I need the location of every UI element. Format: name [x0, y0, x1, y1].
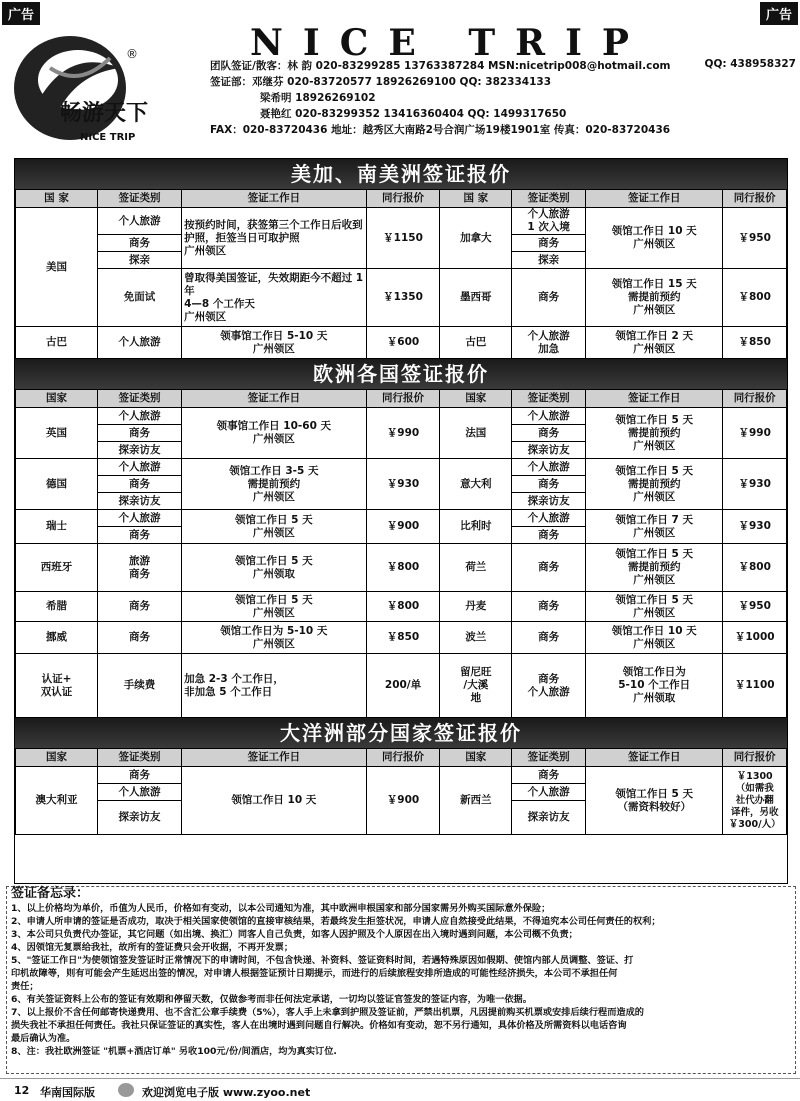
work-days: 领馆工作日 2 天 广州领区 — [586, 327, 723, 359]
visa-type: 个人旅游 — [512, 408, 586, 425]
country-cell: 留尼旺 /大溪 地 — [440, 654, 512, 718]
price: ￥1300 （如需我 社代办翻 译件，另收 ￥300/人） — [723, 767, 787, 835]
visa-type: 商务 — [98, 767, 182, 784]
work-days: 领事馆工作日 5-10 天 广州领区 — [182, 327, 367, 359]
price: ￥900 — [366, 767, 440, 835]
country-cell: 荷兰 — [440, 544, 512, 592]
work-days: 领馆工作日 15 天 需提前预约 广州领区 — [586, 269, 723, 327]
note-line: 损失我社不承担任何责任。我社只保证签证的真实性，客人在出境时遇到问题自行解决。价格如有变动，恕不另行通知，具体价格及所需资料以电话咨询 — [11, 1020, 627, 1031]
work-days: 曾取得美国签证，失效期距今不超过 1 年 4—8 个工作天 广州领区 — [182, 269, 367, 327]
col-header: 同行报价 — [723, 390, 787, 408]
work-days: 领馆工作日 3-5 天 需提前预约 广州领区 — [182, 459, 367, 510]
work-days: 领馆工作日 5 天 需提前预约 广州领区 — [586, 459, 723, 510]
visa-type: 商务 — [98, 476, 182, 493]
col-header: 国家 — [440, 749, 512, 767]
header — [4, 22, 796, 150]
table-header-row — [16, 749, 787, 767]
price: ￥1150 — [366, 208, 440, 269]
note-line: 2、申请人所申请的签证是否成功，取决于相关国家使领馆的直接审核结果，若最终发生拒签状况，申请人应自然接受此结果，不得追究本公司任何责任的权利； — [11, 916, 661, 927]
work-days: 领馆工作日为 5-10 个工作日 广州领取 — [586, 654, 723, 718]
contact-line: 聂艳红 020-83299352 13416360404 QQ: 1499317650 — [260, 108, 567, 120]
price: ￥930 — [366, 459, 440, 510]
visa-type: 个人旅游 — [512, 459, 586, 476]
col-header: 同行报价 — [366, 749, 440, 767]
work-days: 领事馆工作日 10-60 天 广州领区 — [182, 408, 367, 459]
work-days: 领馆工作日 10 天 广州领区 — [586, 208, 723, 269]
visa-type: 探亲访友 — [98, 801, 182, 835]
country-cell: 丹麦 — [440, 592, 512, 622]
note-line: 责任； — [11, 981, 39, 992]
page-footer — [0, 1078, 800, 1101]
col-header: 国家 — [440, 390, 512, 408]
col-header: 签证工作日 — [586, 749, 723, 767]
visa-type: 个人旅游 — [98, 408, 182, 425]
visa-type: 商务 — [98, 527, 182, 544]
note-line: 5、"签证工作日"为使领馆签发签证时正常情况下的申请时间，不包含快递、补资料、签证资料时间，若遇特殊原因如假期、使馆内部人员调整、签证、打 — [11, 955, 634, 966]
country-cell: 挪威 — [16, 622, 98, 654]
country-cell: 认证+ 双认证 — [16, 654, 98, 718]
notes-title: 签证备忘录： — [11, 886, 90, 901]
publication-logo-icon — [118, 1083, 134, 1097]
country-cell: 意大利 — [440, 459, 512, 510]
work-days: 领馆工作日 5 天 （需资料较好） — [586, 767, 723, 835]
country-cell: 希腊 — [16, 592, 98, 622]
qq-number: QQ: 438958327 — [704, 58, 796, 70]
logo-text: 畅游天下 — [60, 101, 149, 126]
note-line: 1、以上价格均为单价，币值为人民币，价格如有变动，以本公司通知为准，其中欧洲申根国家和部分国家需另外购买国际意外保险； — [11, 903, 551, 914]
note-line: 最后确认为准。 — [11, 1033, 76, 1044]
visa-type: 商务 — [98, 425, 182, 442]
visa-type: 手续费 — [98, 654, 182, 718]
price: ￥800 — [366, 544, 440, 592]
work-days: 领馆工作日 5 天 广州领区 — [182, 592, 367, 622]
visa-type: 个人旅游 — [512, 784, 586, 801]
section-title-europe: 欧洲各国签证报价 — [15, 359, 787, 389]
work-days: 领馆工作日 5 天 需提前预约 广州领区 — [586, 544, 723, 592]
visa-type: 商务 — [512, 425, 586, 442]
contact-line: 梁希明 18926269102 — [260, 92, 376, 104]
visa-type: 探亲 — [98, 252, 182, 269]
visa-notes — [6, 886, 796, 1074]
visa-type: 探亲访友 — [98, 493, 182, 510]
price: ￥1350 — [366, 269, 440, 327]
country-cell: 墨西哥 — [440, 269, 512, 327]
footer-slogan[interactable]: 欢迎浏览电子版 www.zyoo.net — [142, 1086, 311, 1099]
oceania-table — [15, 748, 787, 835]
col-header: 签证工作日 — [182, 390, 367, 408]
price: 200/单 — [366, 654, 440, 718]
visa-type: 商务 — [98, 235, 182, 252]
country-cell: 西班牙 — [16, 544, 98, 592]
work-days: 领馆工作日 5 天 广州领区 — [182, 510, 367, 544]
brand-title: NICE TRIP — [250, 22, 649, 64]
col-header: 国家 — [16, 749, 98, 767]
price: ￥990 — [723, 408, 787, 459]
country-cell: 新西兰 — [440, 767, 512, 835]
col-header: 签证工作日 — [182, 749, 367, 767]
price: ￥950 — [723, 208, 787, 269]
americas-table — [15, 189, 787, 359]
col-header: 国 家 — [16, 190, 98, 208]
col-header: 签证类别 — [98, 390, 182, 408]
country-cell: 德国 — [16, 459, 98, 510]
price: ￥850 — [366, 622, 440, 654]
country-cell: 古巴 — [16, 327, 98, 359]
visa-type: 商务 个人旅游 — [512, 654, 586, 718]
section-title-oceania: 大洋洲部分国家签证报价 — [15, 718, 787, 748]
nice-trip-logo — [10, 28, 200, 146]
visa-type: 个人旅游 — [98, 327, 182, 359]
country-cell: 瑞士 — [16, 510, 98, 544]
ad-tag-left: 广告 — [2, 2, 40, 25]
col-header: 同行报价 — [723, 190, 787, 208]
price: ￥1000 — [723, 622, 787, 654]
visa-type: 商务 — [512, 269, 586, 327]
table-header-row — [16, 390, 787, 408]
price: ￥930 — [723, 459, 787, 510]
page-number: 12 — [14, 1084, 30, 1097]
country-cell: 英国 — [16, 408, 98, 459]
col-header: 签证类别 — [98, 190, 182, 208]
visa-type: 旅游 商务 — [98, 544, 182, 592]
visa-type: 探亲访友 — [98, 442, 182, 459]
table-header-row — [16, 190, 787, 208]
price: ￥930 — [723, 510, 787, 544]
work-days: 加急 2-3 个工作日， 非加急 5 个工作日 — [182, 654, 367, 718]
col-header: 国 家 — [440, 190, 512, 208]
contact-line: 团队签证/散客：林 韵 020-83299285 13763387284 MSN:nicetrip008@hotmail.com — [210, 60, 671, 72]
col-header: 签证工作日 — [586, 190, 723, 208]
note-line: 3、本公司只负责代办签证，其它问题（如出境、换汇）同客人自己负责，如客人因护照及个人原因在出入境时遇到问题，本公司概不负责； — [11, 929, 578, 940]
ad-tag-right: 广告 — [760, 2, 798, 25]
price: ￥800 — [723, 544, 787, 592]
price: ￥800 — [723, 269, 787, 327]
country-cell: 波兰 — [440, 622, 512, 654]
col-header: 签证类别 — [512, 190, 586, 208]
work-days: 领馆工作日 5 天 广州领取 — [182, 544, 367, 592]
visa-type: 探亲 — [512, 252, 586, 269]
work-days: 领馆工作日为 5-10 天 广州领区 — [182, 622, 367, 654]
price: ￥1100 — [723, 654, 787, 718]
work-days: 领馆工作日 10 天 广州领区 — [586, 622, 723, 654]
visa-type: 个人旅游 — [98, 459, 182, 476]
country-cell: 法国 — [440, 408, 512, 459]
visa-type: 商务 — [512, 592, 586, 622]
price: ￥900 — [366, 510, 440, 544]
visa-type: 个人旅游 1 次入境 — [512, 208, 586, 235]
visa-type: 个人旅游 — [98, 510, 182, 527]
col-header: 签证类别 — [512, 390, 586, 408]
country-cell: 比利时 — [440, 510, 512, 544]
price: ￥850 — [723, 327, 787, 359]
logo-subtext: NICE TRIP — [80, 132, 136, 143]
contact-line: FAX：020-83720436 地址：越秀区大南路2号合润广场19楼1901室 传真：020-83720436 — [210, 124, 671, 136]
section-title-americas: 美加、南美洲签证报价 — [15, 159, 787, 189]
visa-type: 探亲访友 — [512, 493, 586, 510]
note-line: 8、注：我社欧洲签证 "机票+酒店订单" 另收100元/份/间酒店，均为真实订位. — [11, 1046, 337, 1057]
svg-text:®: ® — [126, 47, 138, 61]
visa-type: 商务 — [98, 592, 182, 622]
country-cell: 古巴 — [440, 327, 512, 359]
visa-type: 商务 — [512, 235, 586, 252]
visa-type: 个人旅游 — [512, 510, 586, 527]
visa-type: 商务 — [512, 767, 586, 784]
work-days: 领馆工作日 7 天 广州领区 — [586, 510, 723, 544]
contact-line: 签证部：邓继芬 020-83720577 18926269100 QQ: 382334133 — [210, 76, 552, 88]
europe-table — [15, 389, 787, 718]
work-days: 领馆工作日 5 天 需提前预约 广州领区 — [586, 408, 723, 459]
col-header: 同行报价 — [366, 390, 440, 408]
note-line: 7、以上报价不含任何邮寄快递费用、也不含汇公章手续费（5%），客人手上未拿到护照及签证前，严禁出机票，凡因提前购买机票或安排后续行程而造成的 — [11, 1007, 644, 1018]
work-days: 领馆工作日 10 天 — [182, 767, 367, 835]
country-cell: 美国 — [16, 208, 98, 327]
col-header: 同行报价 — [723, 749, 787, 767]
visa-type: 商务 — [512, 527, 586, 544]
visa-type: 免面试 — [98, 269, 182, 327]
contact-block — [210, 58, 671, 138]
visa-type: 个人旅游 — [98, 784, 182, 801]
note-line: 印机故障等，则有可能会产生延迟出签的情况，对申请人根据签证预计日期提示，而进行的后续旅程安排所造成的可能性经济损失，本公司不承担任何 — [11, 968, 618, 979]
price: ￥990 — [366, 408, 440, 459]
country-cell: 澳大利亚 — [16, 767, 98, 835]
work-days: 领馆工作日 5 天 广州领区 — [586, 592, 723, 622]
visa-type: 商务 — [512, 622, 586, 654]
visa-type: 个人旅游 加急 — [512, 327, 586, 359]
price: ￥600 — [366, 327, 440, 359]
country-cell: 加拿大 — [440, 208, 512, 269]
col-header: 签证类别 — [98, 749, 182, 767]
visa-type: 商务 — [512, 476, 586, 493]
note-line: 4、因领馆无复票给我社，故所有的签证费只会开收据，不再开发票； — [11, 942, 294, 953]
visa-type: 探亲访友 — [512, 442, 586, 459]
note-line: 6、有关签证资料上公布的签证有效期和停留天数，仅做参考而非任何法定承诺，一切均以签证官签发的签证内容，为唯一依据。 — [11, 994, 532, 1005]
visa-type: 探亲访友 — [512, 801, 586, 835]
visa-type: 个人旅游 — [98, 208, 182, 235]
col-header: 同行报价 — [366, 190, 440, 208]
price: ￥800 — [366, 592, 440, 622]
visa-type: 商务 — [98, 622, 182, 654]
col-header: 签证工作日 — [182, 190, 367, 208]
visa-type: 商务 — [512, 544, 586, 592]
col-header: 签证类别 — [512, 749, 586, 767]
col-header: 签证工作日 — [586, 390, 723, 408]
price-tables — [14, 158, 788, 884]
work-days: 按预约时间，获签第三个工作日后收到护照，拒签当日可取护照 广州领区 — [182, 208, 367, 269]
publication-name: 华南国际版 — [40, 1086, 95, 1099]
col-header: 国家 — [16, 390, 98, 408]
price: ￥950 — [723, 592, 787, 622]
